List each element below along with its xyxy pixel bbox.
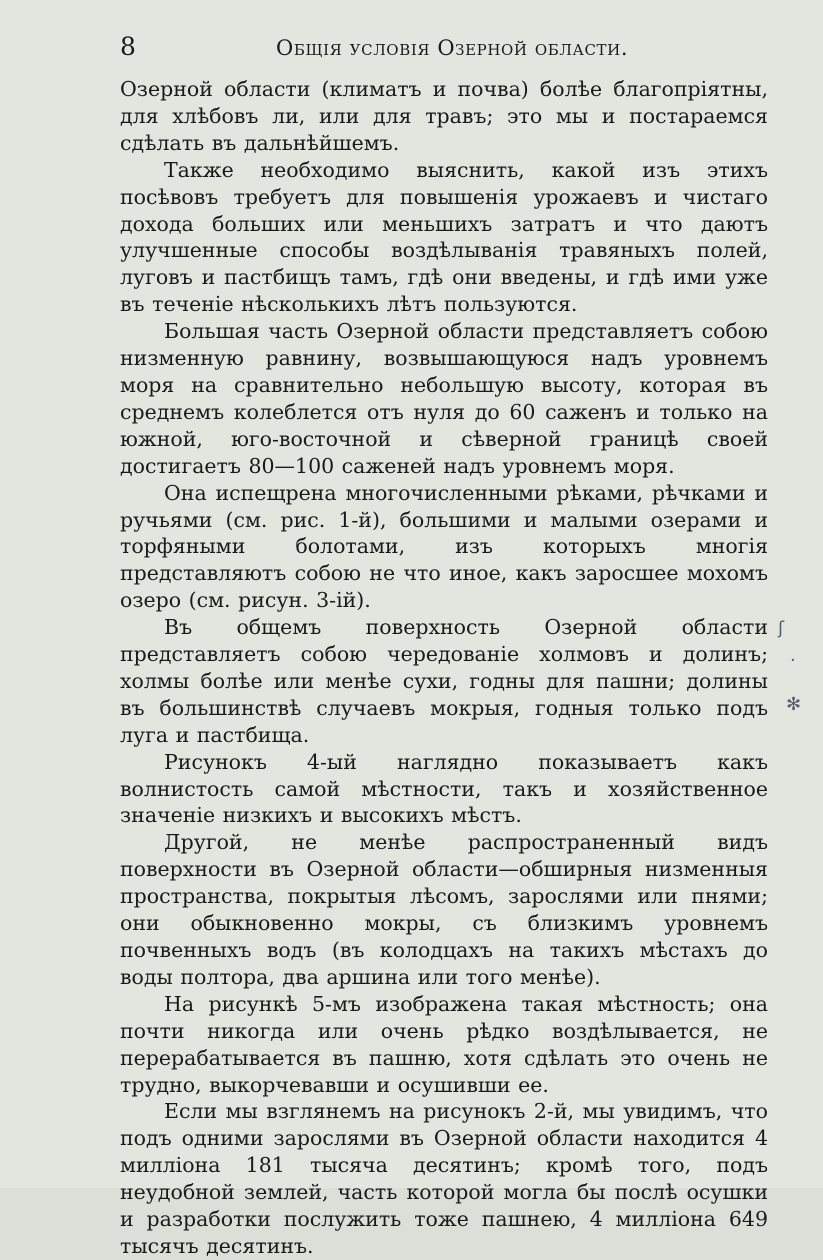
margin-pencil-mark: ✻: [786, 694, 802, 715]
paragraph: Если мы взглянемъ на рисунокъ 2-й, мы увидимъ, что подъ одними зарослями въ Озерной области находится 4 милліона 181 тысяча десятинъ; кромѣ того, подъ неудобной землей, часть которой могла бы послѣ осушки и разработки послужить тоже пашнею, 4 милліона 649 тысячъ десятинъ.: [120, 1099, 768, 1258]
paragraph-continuation: Озерной области (климатъ и почва) болѣе благопріятны, для хлѣбовъ ли, или для травъ; это мы и постараемся сдѣлать въ дальнѣйшемъ.: [120, 77, 768, 155]
paragraph: Въ общемъ поверхность Озерной области представляетъ собою чередованіе холмовъ и долинъ; холмы болѣе или менѣе сухи, годны для пашни; долины въ большинствѣ случаевъ мокрыя, годныя только подъ луга и пастбища.: [120, 615, 768, 747]
body-text: [120, 76, 768, 1260]
paragraph: Также необходимо выяснить, какой изъ этихъ посѣвовъ требуетъ для повышенія урожаевъ и чистаго дохода больших или меньшихъ затратъ и что даютъ улучшенные способы воздѣлыванія травяныхъ полей, луговъ и пастбищъ тамъ, гдѣ они введены, и гдѣ ими уже въ теченіе нѣсколькихъ лѣтъ пользуются.: [120, 157, 768, 317]
page-header: [120, 32, 768, 62]
paragraph: Рисунокъ 4-ый наглядно показываетъ какъ волнистость самой мѣстности, такъ и хозяйственное значеніе низкихъ и высокихъ мѣстъ.: [120, 749, 768, 828]
paragraph: Она испещрена многочисленными рѣками, рѣчками и ручьями (см. рис. 1-й), большими и малыми озерами и торфяными болотами, изъ которыхъ многія представляютъ собою не что иное, какъ заросшее мохомъ озеро (см. рисун. 3-ій).: [120, 480, 768, 613]
paragraph: Большая часть Озерной области представляетъ собою низменную равнину, возвышающуюся надъ уровнемъ моря на сравнительно небольшую высоту, которая въ среднемъ колеблется отъ нуля до 60 саженъ и только на южной, юго-восточной и сѣверной границѣ своей достигаетъ 80—100 саженей надъ уровнемъ моря.: [120, 319, 768, 478]
margin-pencil-mark: ʃ: [778, 618, 785, 639]
running-head: Общія условія Озерной области.: [276, 36, 629, 60]
margin-pencil-mark: ·: [790, 650, 796, 671]
paragraph: На рисункѣ 5-мъ изображена такая мѣстность; она почти никогда или очень рѣдко воздѣлывается, не перерабатывается въ пашню, хотя сдѣлать это очень не трудно, выкорчевавши и осушивши ее.: [120, 991, 768, 1097]
paragraph: Другой, не менѣе распространенный видъ поверхности въ Озерной области—обширныя низменныя пространства, покрытыя лѣсомъ, зарослями или пнями; они обыкновенно мокры, съ близкимъ уровнемъ почвенныхъ водъ (въ колодцахъ на такихъ мѣстахъ до воды полтора, два аршина или того менѣе).: [120, 830, 768, 989]
page-number: 8: [120, 32, 136, 61]
